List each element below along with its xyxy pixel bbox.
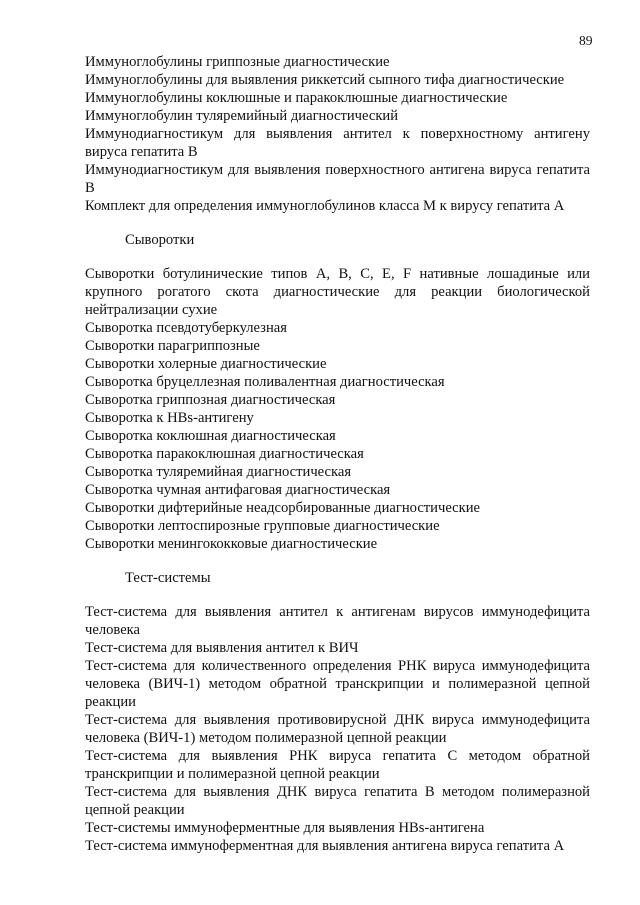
list-item: Тест-система иммуноферментная для выявления антигена вируса гепатита А: [85, 838, 565, 854]
document-content: [85, 53, 590, 855]
list-item: Тест-система для выявления РНК вируса гепатита С методом обратной транскрипции и полимеразной цепной реакции: [85, 748, 590, 782]
list-item: Иммунодиагностикум для выявления антител к поверхностному антигену вируса гепатита В: [85, 126, 590, 160]
list-item: Иммуноглобулины гриппозные диагностические: [85, 54, 390, 70]
serums-list: [85, 265, 590, 553]
list-item: Сыворотки холерные диагностические: [85, 356, 327, 372]
list-item: Сыворотки менингококковые диагностические: [85, 536, 378, 552]
list-item: Сыворотки ботулинические типов А, В, С, Е, F нативные лошадиные или крупного рогатого скота диагностические для реакции биологической нейтрализации сухие: [85, 266, 590, 318]
list-item: Иммуноглобулины для выявления риккетсий сыпного тифа диагностические: [85, 72, 565, 88]
list-item: Иммунодиагностикум для выявления поверхностного антигена вируса гепатита В: [85, 162, 590, 196]
list-item: Сыворотка бруцеллезная поливалентная диагностическая: [85, 374, 445, 390]
list-item: Комплект для определения иммуноглобулинов класса М к вирусу гепатита А: [85, 198, 565, 214]
immunoglobulins-list: [85, 53, 590, 215]
section-heading-serums: Сыворотки: [125, 232, 195, 248]
list-item: Сыворотка чумная антифаговая диагностическая: [85, 482, 391, 498]
list-item: Сыворотка коклюшная диагностическая: [85, 428, 336, 444]
list-item: Сыворотки лептоспирозные групповые диагностические: [85, 518, 440, 534]
list-item: Сыворотка паракоклюшная диагностическая: [85, 446, 364, 462]
list-item: Сыворотка гриппозная диагностическая: [85, 392, 336, 408]
list-item: Тест-система для выявления противовирусной ДНК вируса иммунодефицита человека (ВИЧ-1) методом полимеразной цепной реакции: [85, 712, 590, 746]
test-systems-list: [85, 603, 590, 855]
list-item: Сыворотка псевдотуберкулезная: [85, 320, 287, 336]
list-item: Сыворотки дифтерийные неадсорбированные диагностические: [85, 500, 481, 516]
list-item: Иммуноглобулины коклюшные и паракоклюшные диагностические: [85, 90, 508, 106]
list-item: Тест-система для выявления ДНК вируса гепатита В методом полимеразной цепной реакции: [85, 784, 590, 818]
list-item: Сыворотка туляремийная диагностическая: [85, 464, 352, 480]
list-item: Сыворотка к HBs-антигену: [85, 410, 254, 426]
list-item: Тест-система для количественного определения РНК вируса иммунодефицита человека (ВИЧ-1) методом обратной транскрипции и полимеразной цепной реакции: [85, 658, 590, 710]
list-item: Тест-система для выявления антител к антигенам вирусов иммунодефицита человека: [85, 604, 590, 638]
list-item: Тест-системы иммуноферментные для выявления HBs-антигена: [85, 820, 485, 836]
section-heading-test-systems: Тест-системы: [125, 570, 211, 586]
list-item: Тест-система для выявления антител к ВИЧ: [85, 640, 359, 656]
list-item: Сыворотки парагриппозные: [85, 338, 260, 354]
list-item: Иммуноглобулин туляремийный диагностический: [85, 108, 399, 124]
page-number: 89: [579, 33, 593, 48]
